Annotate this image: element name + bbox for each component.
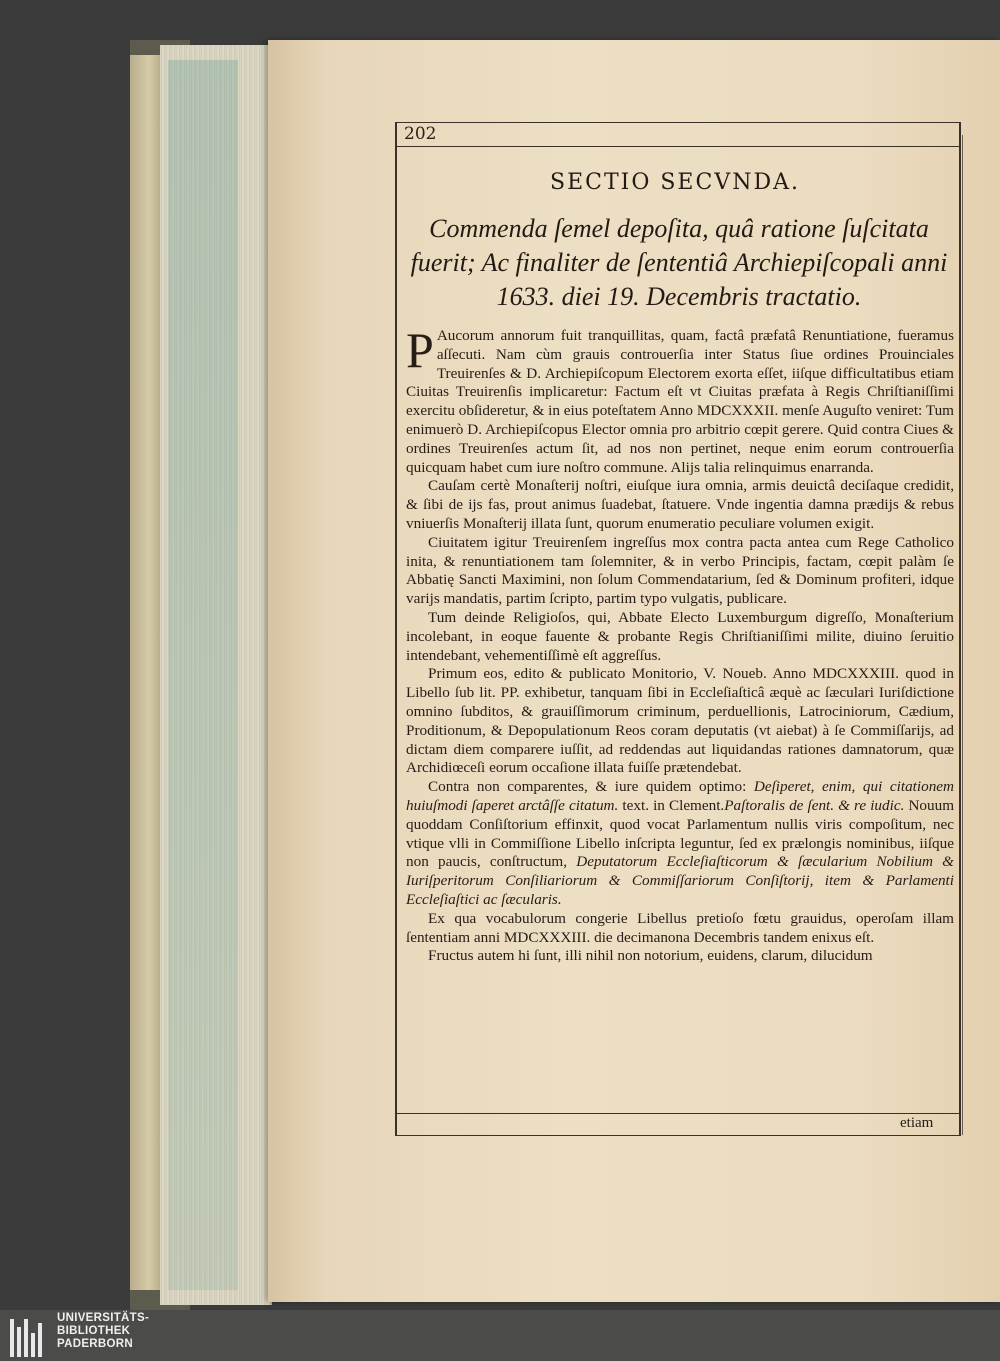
paragraph-6-part-e: Nouum quoddam Conſiſtorium effinxit, quod vocat Parlamentum nullis viris compoſitum, nec vtique vlli in Commiſſione Libello inſcripta leguntur, ſed ex prælongis nominibus, iiſque non paucis, conſtructum, bbox=[406, 796, 955, 871]
paragraph-1-text: Aucorum annorum fuit tranquillitas, quam, factâ præfatâ Renuntiatione, fueramus aſſecuti. Nam cùm grauis controuerſia inter Status ſiue ordines Prouinciales Treuirenſes & D. Archiepiſcopum Electorem exorta eſſet, iiſque difficultatibus etiam Ciuitas Treuirenſis implicaretur: Factum eſt vt Ciuitas præfata à Regis Chriſtianiſſimi exercitu obſideretur, & in eius poteſtatem Anno MDCXXXII. menſe Auguſto veniret: Tum enimuerò D. Archiepiſcopus Elector omnia pro arbitrio cœpit gerere. Quid contra Ciues & ordines Treuirenſes actum ſit, ad nos non pertinet, neque enim eorum controuerſia quicquam habet cum iure noſtro commune. Alijs talia relinquimus enarranda. bbox=[406, 327, 954, 476]
paragraph-6-part-a: Contra non comparentes, & iure quidem optimo: bbox=[428, 778, 747, 796]
paragraph-5: Primum eos, edito & publicato Monitorio, V. Noueb. Anno MDCXXXIII. quod in Libello ſub lit. PP. exhibetur, tanquam ſibi in Eccleſiaſticâ æquè ac ſæculari Iuriſdictione omnino ſubditos, & grauiſſimorum criminum, perduellionis, Latrociniorum, Cædium, Proditionum, & Depopulationum Reos coram deputatis (vt aiebat) à ſe Commiſſarijs, ad dictam diem comparere iuſſit, ad reddendas aut liquidandas rationes damnatorum, quæ Archidiœceſi eorum occaſione illata fuiſſe prætendebat. bbox=[406, 665, 954, 777]
library-name bbox=[57, 1312, 149, 1351]
body-text bbox=[406, 322, 955, 966]
drop-cap: P bbox=[406, 322, 434, 378]
paragraph-2: Cauſam certè Monaſterij noſtri, eiuſque iura omnia, armis deuictâ deciſaque credidit, & ſibi de ijs fas, prout animus ſuadebat, ſtatuere. Vnde ingentia damna prædijs & rebus vniuerſis Monaſterij illata ſunt, quorum enumeratio peculiare volumen exigit. bbox=[406, 477, 954, 532]
paragraph-6-citation-title: Paſtoralis de ſent. & re iudic. bbox=[724, 796, 905, 814]
paragraph-6-consistory-title: Deputatorum Eccleſiaſticorum & ſæcularium Nobilium & Iuriſperitorum Conſiliariorum & Commiſſariorum Conſiſtorij, item & Parlamenti Eccleſiaſtici ac ſæcularis. bbox=[406, 853, 954, 908]
paragraph-6-citation-quote: Deſiperet, enim, qui citationem huiuſmodi ſaperet arctâſſe citatum. bbox=[406, 778, 954, 814]
catchword: etiam bbox=[900, 1115, 934, 1131]
library-logo-icon bbox=[10, 1315, 48, 1357]
paragraph-6 bbox=[406, 778, 954, 910]
page-edge-tint bbox=[168, 60, 238, 1290]
frame-side-rule bbox=[962, 135, 963, 1135]
section-subtitle: Commenda ſemel depoſita, quâ ratione ſuſcitata fuerit; Ac finaliter de ſententiâ Archiepiſcopali anni 1633. diei 19. Decembris tractatio. bbox=[410, 214, 948, 311]
library-name-line3: PADERBORN bbox=[57, 1338, 133, 1350]
paragraph-1 bbox=[406, 322, 954, 477]
header-rule bbox=[395, 146, 960, 147]
library-name-line2: BIBLIOTHEK bbox=[57, 1325, 131, 1337]
paragraph-4: Tum deinde Religioſos, qui, Abbate Electo Luxemburgum digreſſo, Monaſterium incolebant, in eoque fauente & probante Regis Chriſtianiſſimi milite, diuino ſeruitio intendebant, vehementiſſimè eſt aggreſſus. bbox=[406, 608, 954, 664]
section-title: SECTIO SECVNDA. bbox=[550, 170, 800, 195]
paragraph-7: Ex qua vocabulorum congerie Libellus pretioſo fœtu grauidus, operoſam illam ſententiam anni MDCXXXIII. die decimanona Decembris tandem enixus eſt. bbox=[406, 909, 954, 946]
library-footer-bar bbox=[0, 1310, 1000, 1361]
paragraph-8: Fructus autem hi ſunt, illi nihil non notorium, euidens, clarum, dilucidum bbox=[428, 947, 873, 965]
paragraph-6-part-c: text. in Clement. bbox=[622, 796, 725, 814]
footer-rule bbox=[395, 1113, 960, 1114]
library-name-line1: UNIVERSITÄTS- bbox=[57, 1312, 150, 1324]
paragraph-3: Ciuitatem igitur Treuirenſem ingreſſus mox contra pacta antea cum Rege Catholico inita, & renuntiationem tam ſolemniter, & in verbo Principis, factam, cœpit palàm ſe Abbatię Sancti Maximini, non ſolum Commendatarium, ſed & Dominum profiteri, idque varijs mandatis, partim ſcripto, partim typo vulgatis, publicare. bbox=[406, 533, 954, 608]
page-number: 202 bbox=[404, 124, 437, 144]
